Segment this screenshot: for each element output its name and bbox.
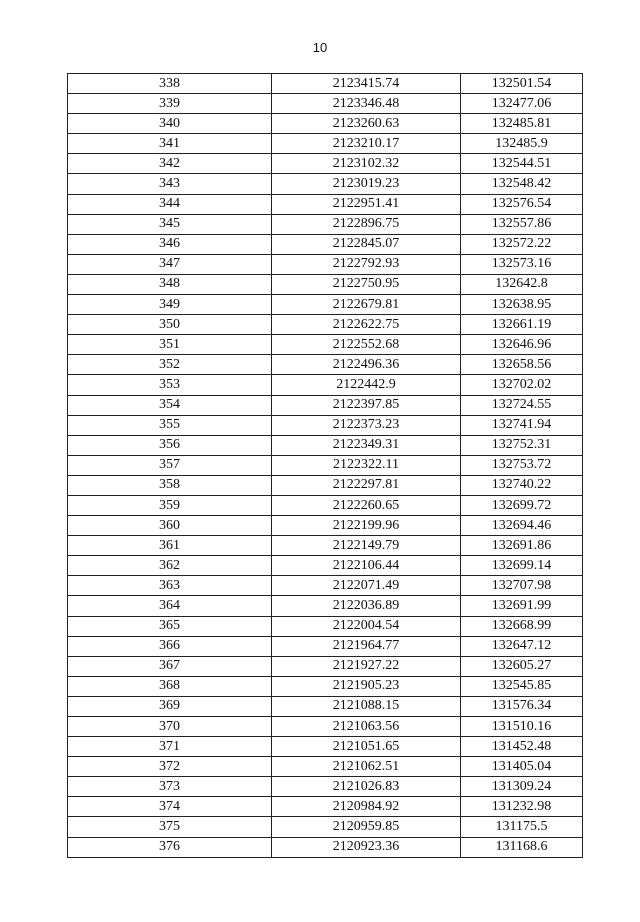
x-coordinate-cell: 2121088.15 bbox=[272, 696, 461, 716]
table-row bbox=[68, 516, 583, 536]
y-coordinate-cell: 132707.98 bbox=[461, 576, 583, 596]
table-row bbox=[68, 94, 583, 114]
table-row bbox=[68, 114, 583, 134]
y-coordinate-cell: 131576.34 bbox=[461, 696, 583, 716]
x-coordinate-cell: 2122297.81 bbox=[272, 475, 461, 495]
point-number-cell: 348 bbox=[68, 274, 272, 294]
point-number-cell: 358 bbox=[68, 475, 272, 495]
y-coordinate-cell: 132501.54 bbox=[461, 74, 583, 94]
y-coordinate-cell: 131232.98 bbox=[461, 797, 583, 817]
y-coordinate-cell: 132694.46 bbox=[461, 516, 583, 536]
x-coordinate-cell: 2122896.75 bbox=[272, 214, 461, 234]
x-coordinate-cell: 2122397.85 bbox=[272, 395, 461, 415]
x-coordinate-cell: 2122036.89 bbox=[272, 596, 461, 616]
table-row bbox=[68, 355, 583, 375]
y-coordinate-cell: 132647.12 bbox=[461, 636, 583, 656]
x-coordinate-cell: 2122552.68 bbox=[272, 335, 461, 355]
table-row bbox=[68, 194, 583, 214]
x-coordinate-cell: 2120984.92 bbox=[272, 797, 461, 817]
point-number-cell: 352 bbox=[68, 355, 272, 375]
y-coordinate-cell: 132740.22 bbox=[461, 475, 583, 495]
table-row bbox=[68, 636, 583, 656]
y-coordinate-cell: 132576.54 bbox=[461, 194, 583, 214]
x-coordinate-cell: 2122951.41 bbox=[272, 194, 461, 214]
y-coordinate-cell: 132638.95 bbox=[461, 295, 583, 315]
x-coordinate-cell: 2121927.22 bbox=[272, 656, 461, 676]
point-number-cell: 375 bbox=[68, 817, 272, 837]
x-coordinate-cell: 2122199.96 bbox=[272, 516, 461, 536]
table-row bbox=[68, 415, 583, 435]
table-row bbox=[68, 134, 583, 154]
y-coordinate-cell: 132702.02 bbox=[461, 375, 583, 395]
x-coordinate-cell: 2123415.74 bbox=[272, 74, 461, 94]
table-row bbox=[68, 234, 583, 254]
y-coordinate-cell: 131510.16 bbox=[461, 717, 583, 737]
point-number-cell: 371 bbox=[68, 737, 272, 757]
point-number-cell: 366 bbox=[68, 636, 272, 656]
x-coordinate-cell: 2120923.36 bbox=[272, 837, 461, 857]
x-coordinate-cell: 2122349.31 bbox=[272, 435, 461, 455]
y-coordinate-cell: 132668.99 bbox=[461, 616, 583, 636]
y-coordinate-cell: 131168.6 bbox=[461, 837, 583, 857]
y-coordinate-cell: 132699.14 bbox=[461, 556, 583, 576]
y-coordinate-cell: 132548.42 bbox=[461, 174, 583, 194]
y-coordinate-cell: 132752.31 bbox=[461, 435, 583, 455]
table-row bbox=[68, 797, 583, 817]
y-coordinate-cell: 132572.22 bbox=[461, 234, 583, 254]
table-row bbox=[68, 495, 583, 515]
point-number-cell: 355 bbox=[68, 415, 272, 435]
y-coordinate-cell: 131175.5 bbox=[461, 817, 583, 837]
point-number-cell: 367 bbox=[68, 656, 272, 676]
point-number-cell: 347 bbox=[68, 254, 272, 274]
x-coordinate-cell: 2123019.23 bbox=[272, 174, 461, 194]
table-row bbox=[68, 395, 583, 415]
point-number-cell: 361 bbox=[68, 536, 272, 556]
y-coordinate-cell: 132658.56 bbox=[461, 355, 583, 375]
x-coordinate-cell: 2122071.49 bbox=[272, 576, 461, 596]
x-coordinate-cell: 2121063.56 bbox=[272, 717, 461, 737]
table-row bbox=[68, 576, 583, 596]
point-number-cell: 342 bbox=[68, 154, 272, 174]
x-coordinate-cell: 2120959.85 bbox=[272, 817, 461, 837]
x-coordinate-cell: 2121062.51 bbox=[272, 757, 461, 777]
y-coordinate-cell: 132545.85 bbox=[461, 676, 583, 696]
point-number-cell: 346 bbox=[68, 234, 272, 254]
y-coordinate-cell: 132691.99 bbox=[461, 596, 583, 616]
point-number-cell: 373 bbox=[68, 777, 272, 797]
point-number-cell: 357 bbox=[68, 455, 272, 475]
point-number-cell: 353 bbox=[68, 375, 272, 395]
point-number-cell: 349 bbox=[68, 295, 272, 315]
x-coordinate-cell: 2123260.63 bbox=[272, 114, 461, 134]
y-coordinate-cell: 132477.06 bbox=[461, 94, 583, 114]
x-coordinate-cell: 2122004.54 bbox=[272, 616, 461, 636]
point-number-cell: 351 bbox=[68, 335, 272, 355]
y-coordinate-cell: 132485.81 bbox=[461, 114, 583, 134]
point-number-cell: 345 bbox=[68, 214, 272, 234]
x-coordinate-cell: 2122679.81 bbox=[272, 295, 461, 315]
coordinates-table-body bbox=[68, 74, 583, 858]
x-coordinate-cell: 2121964.77 bbox=[272, 636, 461, 656]
y-coordinate-cell: 131405.04 bbox=[461, 757, 583, 777]
table-row bbox=[68, 274, 583, 294]
point-number-cell: 359 bbox=[68, 495, 272, 515]
point-number-cell: 340 bbox=[68, 114, 272, 134]
table-row bbox=[68, 556, 583, 576]
table-row bbox=[68, 616, 583, 636]
table-row bbox=[68, 315, 583, 335]
x-coordinate-cell: 2122442.9 bbox=[272, 375, 461, 395]
table-row bbox=[68, 254, 583, 274]
point-number-cell: 341 bbox=[68, 134, 272, 154]
point-number-cell: 365 bbox=[68, 616, 272, 636]
point-number-cell: 356 bbox=[68, 435, 272, 455]
y-coordinate-cell: 132724.55 bbox=[461, 395, 583, 415]
table-row bbox=[68, 335, 583, 355]
table-row bbox=[68, 475, 583, 495]
table-row bbox=[68, 536, 583, 556]
page-number: 10 bbox=[312, 40, 328, 55]
point-number-cell: 372 bbox=[68, 757, 272, 777]
point-number-cell: 364 bbox=[68, 596, 272, 616]
y-coordinate-cell: 132573.16 bbox=[461, 254, 583, 274]
y-coordinate-cell: 132691.86 bbox=[461, 536, 583, 556]
table-row bbox=[68, 676, 583, 696]
point-number-cell: 354 bbox=[68, 395, 272, 415]
y-coordinate-cell: 132646.96 bbox=[461, 335, 583, 355]
x-coordinate-cell: 2122106.44 bbox=[272, 556, 461, 576]
table-row bbox=[68, 435, 583, 455]
point-number-cell: 369 bbox=[68, 696, 272, 716]
x-coordinate-cell: 2122149.79 bbox=[272, 536, 461, 556]
y-coordinate-cell: 132557.86 bbox=[461, 214, 583, 234]
point-number-cell: 374 bbox=[68, 797, 272, 817]
table-row bbox=[68, 596, 583, 616]
x-coordinate-cell: 2121905.23 bbox=[272, 676, 461, 696]
x-coordinate-cell: 2121026.83 bbox=[272, 777, 461, 797]
point-number-cell: 363 bbox=[68, 576, 272, 596]
y-coordinate-cell: 132741.94 bbox=[461, 415, 583, 435]
x-coordinate-cell: 2122322.11 bbox=[272, 455, 461, 475]
y-coordinate-cell: 132753.72 bbox=[461, 455, 583, 475]
table-row bbox=[68, 295, 583, 315]
table-row bbox=[68, 837, 583, 857]
y-coordinate-cell: 132544.51 bbox=[461, 154, 583, 174]
x-coordinate-cell: 2122845.07 bbox=[272, 234, 461, 254]
point-number-cell: 376 bbox=[68, 837, 272, 857]
point-number-cell: 343 bbox=[68, 174, 272, 194]
x-coordinate-cell: 2122373.23 bbox=[272, 415, 461, 435]
x-coordinate-cell: 2122792.93 bbox=[272, 254, 461, 274]
point-number-cell: 370 bbox=[68, 717, 272, 737]
table-row bbox=[68, 375, 583, 395]
point-number-cell: 368 bbox=[68, 676, 272, 696]
point-number-cell: 344 bbox=[68, 194, 272, 214]
x-coordinate-cell: 2123102.32 bbox=[272, 154, 461, 174]
table-row bbox=[68, 154, 583, 174]
y-coordinate-cell: 131309.24 bbox=[461, 777, 583, 797]
point-number-cell: 362 bbox=[68, 556, 272, 576]
y-coordinate-cell: 132699.72 bbox=[461, 495, 583, 515]
table-row bbox=[68, 455, 583, 475]
y-coordinate-cell: 132605.27 bbox=[461, 656, 583, 676]
table-row bbox=[68, 656, 583, 676]
x-coordinate-cell: 2122622.75 bbox=[272, 315, 461, 335]
x-coordinate-cell: 2122496.36 bbox=[272, 355, 461, 375]
table-row bbox=[68, 74, 583, 94]
y-coordinate-cell: 132485.9 bbox=[461, 134, 583, 154]
y-coordinate-cell: 131452.48 bbox=[461, 737, 583, 757]
x-coordinate-cell: 2122260.65 bbox=[272, 495, 461, 515]
point-number-cell: 339 bbox=[68, 94, 272, 114]
table-row bbox=[68, 757, 583, 777]
table-row bbox=[68, 214, 583, 234]
table-row bbox=[68, 777, 583, 797]
x-coordinate-cell: 2121051.65 bbox=[272, 737, 461, 757]
y-coordinate-cell: 132642.8 bbox=[461, 274, 583, 294]
y-coordinate-cell: 132661.19 bbox=[461, 315, 583, 335]
table-row bbox=[68, 717, 583, 737]
x-coordinate-cell: 2122750.95 bbox=[272, 274, 461, 294]
table-row bbox=[68, 737, 583, 757]
point-number-cell: 338 bbox=[68, 74, 272, 94]
table-row bbox=[68, 696, 583, 716]
point-number-cell: 350 bbox=[68, 315, 272, 335]
x-coordinate-cell: 2123346.48 bbox=[272, 94, 461, 114]
x-coordinate-cell: 2123210.17 bbox=[272, 134, 461, 154]
table-row bbox=[68, 174, 583, 194]
point-number-cell: 360 bbox=[68, 516, 272, 536]
coordinates-table bbox=[67, 73, 583, 858]
table-row bbox=[68, 817, 583, 837]
